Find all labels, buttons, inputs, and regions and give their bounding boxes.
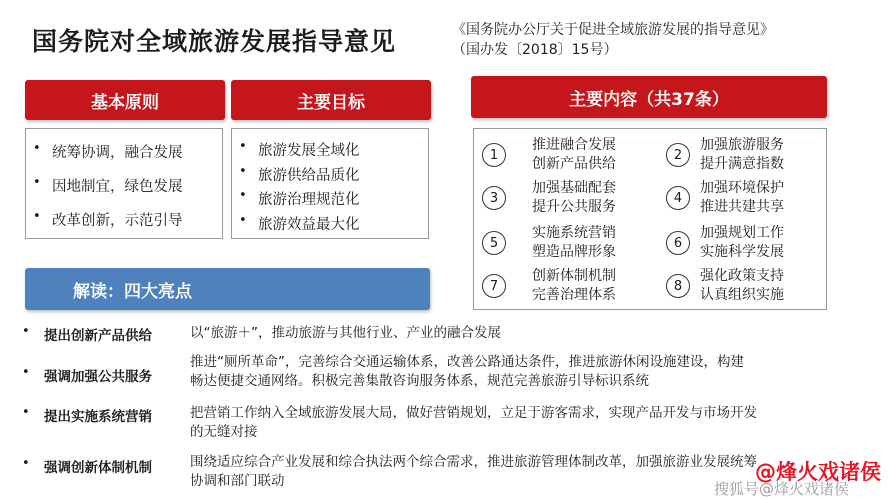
document-source — [452, 20, 774, 60]
number-circle: 6 — [666, 231, 690, 255]
watermark-text: @烽火戏诸侯 — [755, 460, 881, 484]
content-item: 4 加强环境保护 推进共建共享 — [666, 179, 784, 217]
highlight-row — [22, 353, 862, 393]
highlight-desc: 以“旅游＋”，推动旅游与其他行业、产业的融合发展 — [190, 325, 501, 341]
goal-item: • 旅游发展全域化 — [239, 139, 360, 159]
bullet-icon: • — [22, 456, 30, 471]
bullet-icon: • — [22, 365, 30, 380]
highlight-title: 强调创新体制机制 — [44, 460, 152, 476]
goals-header: 主要目标 — [231, 80, 431, 120]
content-item: 1 推进融合发展 创新产品供给 — [482, 136, 616, 174]
goal-item: • 旅游供给品质化 — [239, 163, 360, 184]
number-circle: 2 — [666, 143, 690, 167]
highlight-desc: 把营销工作纳入全域旅游发展大局，做好营销规划，立足于游客需求，实现产品开发与市场开发 的无缝对接 — [190, 405, 757, 440]
highlight-desc: 推进“厕所革命”，完善综合交通运输体系，改善公路通达条件，推进旅游休闲设施建设，构建 畅达便捷交通网络。积极完善集散咨询服务体系，规范完善旅游引导标识系统 — [190, 354, 744, 389]
contents-header: 主要内容（共37条） — [471, 76, 827, 118]
page-title: 国务院对全域旅游发展指导意见 — [32, 27, 397, 56]
content-item: 8 强化政策支持 认真组织实施 — [666, 267, 784, 305]
content-item: 7 创新体制机制 完善治理体系 — [482, 267, 616, 305]
principle-item: • 因地制宜，绿色发展 — [33, 175, 183, 195]
highlight-row — [22, 324, 862, 344]
source-line-1: 《国务院办公厅关于促进全域旅游发展的指导意见》 — [452, 22, 774, 38]
goals-box — [231, 128, 429, 239]
highlight-title: 提出实施系统营销 — [44, 409, 152, 425]
number-circle: 8 — [666, 274, 690, 298]
principles-box — [25, 128, 223, 239]
watermark-subtext: 搜狐号@烽火戏诸侯 — [713, 480, 849, 498]
highlight-title: 提出创新产品供给 — [44, 328, 152, 344]
number-circle: 1 — [482, 143, 506, 167]
highlight-row — [22, 404, 862, 444]
bullet-icon: • — [22, 405, 30, 420]
bullet-icon: • — [22, 324, 30, 339]
content-item: 5 实施系统营销 塑造品牌形象 — [482, 224, 616, 262]
principles-header: 基本原则 — [25, 80, 225, 120]
number-circle: 4 — [666, 186, 690, 210]
interpretation-header: 解读：四大亮点 — [25, 268, 430, 310]
source-line-2: （国办发〔2018〕15号） — [452, 42, 618, 58]
highlight-title: 强调加强公共服务 — [44, 369, 152, 385]
number-circle: 3 — [482, 186, 506, 210]
number-circle: 7 — [482, 274, 506, 298]
principle-item: • 统筹协调，融合发展 — [33, 141, 183, 161]
goal-item: • 旅游治理规范化 — [239, 188, 360, 208]
content-item: 2 加强旅游服务 提升满意指数 — [666, 136, 784, 174]
number-circle: 5 — [482, 231, 506, 255]
contents-box — [473, 128, 827, 310]
highlight-desc: 围绕适应综合产业发展和综合执法两个综合需求，推进旅游管理体制改革，加强旅游业发展统筹 协调和部门联动 — [190, 454, 757, 489]
content-item: 3 加强基础配套 提升公共服务 — [482, 179, 616, 217]
goal-item: • 旅游效益最大化 — [239, 212, 360, 233]
principle-item: • 改革创新，示范引导 — [33, 209, 183, 229]
content-item: 6 加强规划工作 实施科学发展 — [666, 224, 784, 262]
